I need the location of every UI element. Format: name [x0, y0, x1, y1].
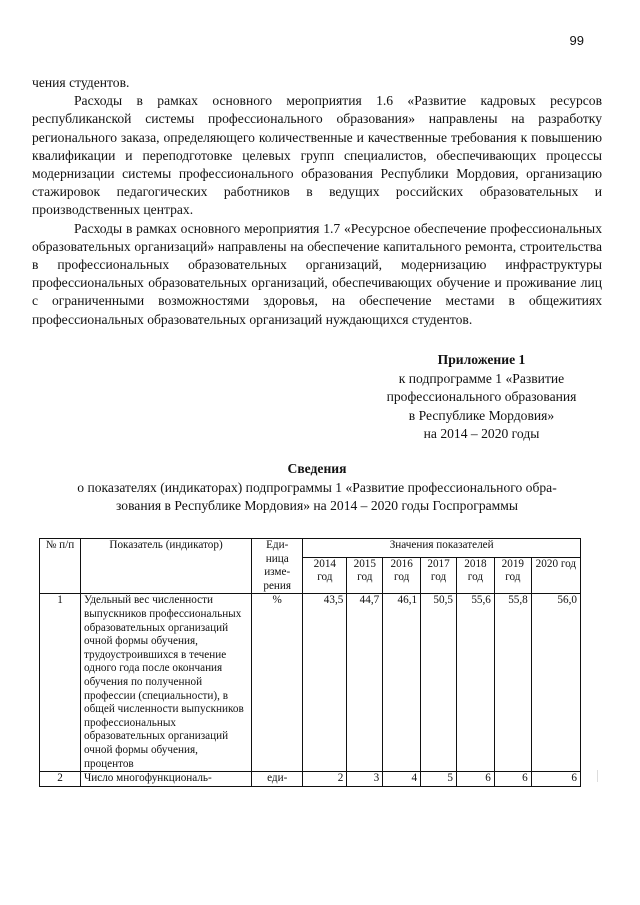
header-unit: Еди- ница изме- рения	[252, 539, 303, 594]
table-row	[40, 594, 581, 772]
scan-mark	[597, 770, 598, 782]
appendix-line: на 2014 – 2020 годы	[423, 426, 540, 442]
row-value: 55,6	[456, 594, 494, 772]
heading-line: о показателях (индикаторах) подпрограммы 1 «Развитие профессионального обра-	[77, 479, 557, 495]
row-value: 6	[531, 772, 580, 787]
body-text	[32, 74, 602, 329]
row-value: 2	[303, 772, 347, 787]
indicators-table	[39, 538, 581, 787]
header-indicator: Показатель (индикатор)	[80, 539, 251, 594]
row-value: 6	[456, 772, 494, 787]
row-value: 3	[347, 772, 383, 787]
header-year: 2015 год	[347, 557, 383, 594]
row-num: 1	[40, 594, 81, 772]
paragraph-continuation: чения студентов.	[32, 75, 130, 90]
row-value: 43,5	[303, 594, 347, 772]
row-indicator: Удельный вес численности выпускников профессиональных образовательных организаций очной формы обучения, трудоустроившихся в течение одного года после окончания обучения по полученной профессии (специальности), в общей численности выпускников профессиональных образовательных организаций очной формы обучения, процентов	[80, 594, 251, 772]
row-value: 6	[494, 772, 531, 787]
paragraph-event-1-7: Расходы в рамках основного мероприятия 1.7 «Ресурсное обеспечение профессиональных образовательных организаций» направлены на обеспечение капитального ремонта, строительства в профессиональных образовательных организаций, модернизацию инфраструктуры профессиональных образовательных организаций, обеспечивающих обучение и проживание лиц с ограниченными возможностями здоровья, на обеспечение местами в общежитиях профессиональных образовательных организаций нуждающихся студентов.	[32, 220, 602, 327]
appendix-line: в Республике Мордовия»	[408, 407, 555, 423]
appendix-block	[360, 351, 603, 444]
header-year: 2019 год	[494, 557, 531, 594]
row-unit: %	[252, 594, 303, 772]
row-value: 50,5	[421, 594, 457, 772]
appendix-line: к подпрограмме 1 «Развитие	[398, 370, 565, 386]
row-indicator: Число многофункциональ-	[80, 772, 251, 787]
heading-title: Сведения	[287, 461, 347, 476]
row-value: 44,7	[347, 594, 383, 772]
heading-line: зования в Республике Мордовия» на 2014 – 2020 годы Госпрограммы	[115, 498, 519, 514]
header-values: Значения показателей	[303, 539, 581, 558]
row-unit: еди-	[252, 772, 303, 787]
table-heading	[32, 460, 602, 516]
page-number: 99	[569, 33, 584, 48]
row-value: 46,1	[383, 594, 421, 772]
row-value: 55,8	[494, 594, 531, 772]
paragraph-event-1-6: Расходы в рамках основного мероприятия 1.6 «Развитие кадровых ресурсов республиканской системы профессионального образования» направлены на разработку регионального заказа, определяющего количественные и качественные требования к повышению квалификации и переподготовке целевых групп специалистов, обеспечивающих процессы модернизации системы профессионального образования Республики Мордовия, организацию стажировок педагогических работников в ведущих российских образовательных и производственных центрах.	[32, 93, 602, 218]
header-year: 2017 год	[421, 557, 457, 594]
appendix-title: Приложение 1	[437, 352, 526, 367]
header-year: 2014 год	[303, 557, 347, 594]
header-num: № п/п	[40, 539, 81, 594]
header-year: 2018 год	[456, 557, 494, 594]
row-value: 56,0	[531, 594, 580, 772]
table-header-row	[40, 539, 581, 558]
row-value: 5	[421, 772, 457, 787]
header-year: 2016 год	[383, 557, 421, 594]
row-num: 2	[40, 772, 81, 787]
row-value: 4	[383, 772, 421, 787]
table-row	[40, 772, 581, 787]
header-year: 2020 год	[531, 557, 580, 594]
appendix-line: профессионального образования	[386, 389, 577, 405]
